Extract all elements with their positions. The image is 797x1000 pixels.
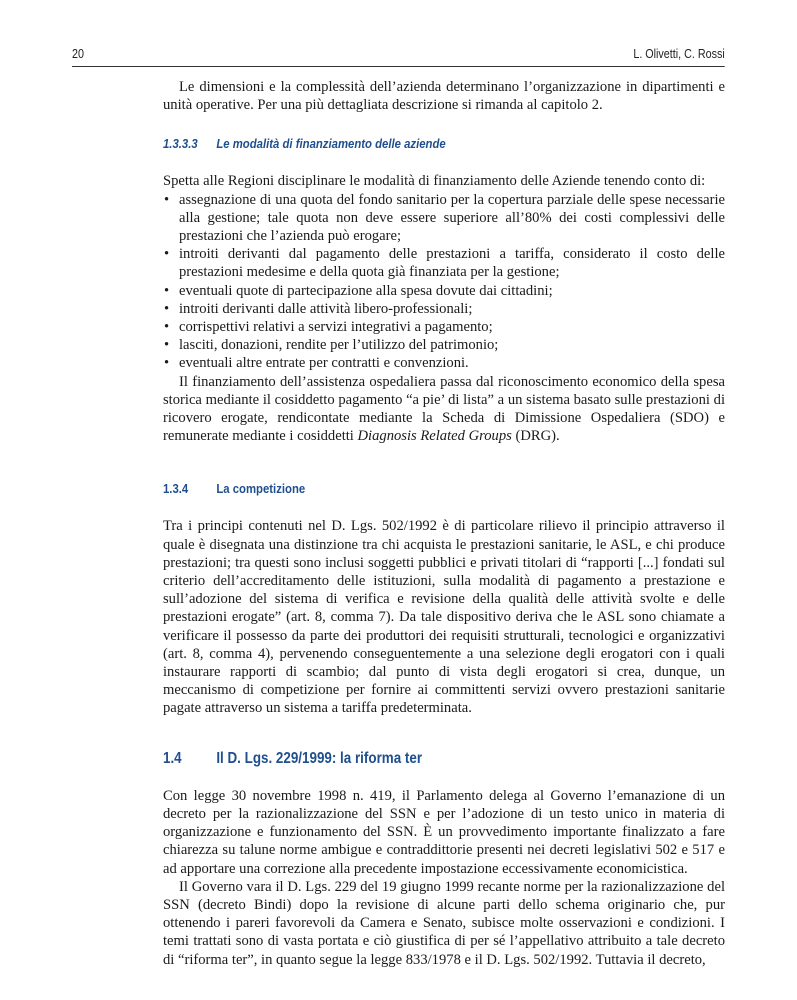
drg-term: Diagnosis Related Groups bbox=[357, 428, 512, 445]
subsection-title: Le modalità di finanziamento delle aziende bbox=[216, 136, 446, 152]
financing-lead-paragraph: Spetta alle Regioni disciplinare le modalità di finanziamento delle Aziende tenendo conto di: bbox=[163, 173, 706, 190]
section-title: Il D. Lgs. 229/1999: la riforma ter bbox=[216, 749, 423, 767]
subsection-heading-1-3-4 bbox=[163, 479, 646, 499]
subsection-title: La competizione bbox=[216, 481, 306, 497]
bullet-icon: • bbox=[164, 355, 170, 372]
list-item: • eventuali altre entrate per contratti e convenzioni. bbox=[164, 355, 469, 372]
list-item: • introiti derivanti dal pagamento delle prestazioni a tariffa, considerato il costo delle prestazioni medesime e della quota già finanziata per la gestione; bbox=[164, 246, 725, 281]
list-item: • introiti derivanti dalle attività libero-professionali; bbox=[164, 300, 473, 317]
list-item: • assegnazione di una quota del fondo sanitario per la copertura parziale delle spese necessarie alla gestione; tale quota non deve essere superiore all’80% dei costi complessivi delle prestazioni che l’azienda può erogare; bbox=[164, 191, 725, 245]
section-heading-1-4 bbox=[163, 748, 646, 770]
bullet-icon: • bbox=[164, 300, 170, 317]
reform-paragraph-2: Il Governo vara il D. Lgs. 229 del 19 giugno 1999 recante norme per la razionalizzazione del SSN (decreto Bindi) dopo la revisione di alcune parti dello schema originario che, pur ottenendo i pareri favorevoli da Camera e Senato, subisce molte osservazioni e condizioni. I temi trattati sono di vasta portata e ciò giustifica di per sé l’appellativo attribuito a tale decreto di “riforma ter”, in quanto segue la legge 833/1978 e il D. Lgs. 502/1992. Tuttavia il decreto, bbox=[163, 878, 725, 968]
subsection-heading-1-3-3-3 bbox=[163, 134, 646, 154]
running-header bbox=[72, 44, 725, 67]
subsection-number: 1.3.3.3 bbox=[163, 136, 198, 152]
bullet-icon: • bbox=[164, 246, 170, 263]
running-header-authors: L. Olivetti, C. Rossi bbox=[633, 47, 725, 61]
page-number: 20 bbox=[72, 47, 84, 61]
list-item: • corrispettivi relativi a servizi integrativi a pagamento; bbox=[164, 319, 493, 336]
page-body bbox=[163, 78, 725, 969]
list-item: • eventuali quote di partecipazione alla spesa dovute dai cittadini; bbox=[164, 282, 553, 299]
intro-paragraph: Le dimensioni e la complessità dell’azienda determinano l’organizzazione in dipartimenti e unità operative. Per una più dettagliata descrizione si rimanda al capitolo 2. bbox=[163, 79, 725, 114]
section-number: 1.4 bbox=[163, 749, 182, 767]
bullet-icon: • bbox=[164, 337, 170, 354]
subsection-number: 1.3.4 bbox=[163, 481, 189, 497]
hospital-financing-paragraph: Il finanziamento dell’assistenza ospedaliera passa dal riconoscimento economico della spesa storica mediante il cosiddetto pagamento “a pie’ di lista” a un sistema basato sulle prestazioni di ricovero erogate, rendicontate mediante la Scheda di Dimissione Ospedaliera (SDO) e remunerate mediante i cosiddetti Diagnosis Related Groups (DRG). bbox=[163, 373, 725, 445]
competition-paragraph: Tra i principi contenuti nel D. Lgs. 502/1992 è di particolare rilievo il principio attraverso il quale è disegnata una distinzione tra chi acquista le prestazioni sanitarie, le ASL, e chi produce prestazioni; tra questi sono inclusi soggetti pubblici e privati titolari di “rapporti [...] fondati sul criterio dell’accreditamento delle istituzioni, sulla modalità di pagamento a prestazione e sull’adozione del sistema di verifica e revisione della qualità delle attività svolte e delle prestazioni erogate” (art. 8, comma 7). Da tale dispositivo deriva che le ASL sono chiamate a verificare il possesso da parte dei produttori dei requisiti strutturali, tecnologici e organizzativi (art. 8, comma 4), pervenendo conseguentemente a una selezione degli erogatori con i quali instaurare rapporti di scambio; dal punto di vista degli erogatori si crea, dunque, un meccanismo di competizione per fornire ai committenti servizi ovvero prestazioni sanitarie pagate attraverso un sistema a tariffa predeterminata. bbox=[163, 518, 725, 717]
bullet-icon: • bbox=[164, 282, 170, 299]
financing-bullet-list bbox=[163, 191, 725, 373]
bullet-icon: • bbox=[164, 191, 170, 208]
list-item: • lasciti, donazioni, rendite per l’utilizzo del patrimonio; bbox=[164, 337, 499, 354]
bullet-icon: • bbox=[164, 319, 170, 336]
reform-paragraph-1: Con legge 30 novembre 1998 n. 419, il Parlamento delega al Governo l’emanazione di un decreto per la razionalizzazione del SSN e per l’adozione di un testo unico in materia di organizzazione e funzionamento del SSN. È un provvedimento importante finalizzato a fare chiarezza su talune norme ambigue e contraddittorie presenti nei decreti legislativi 502 e 517 e ad apportare una correzione alla precedente impostazione eccessivamente economicistica. bbox=[163, 787, 725, 877]
